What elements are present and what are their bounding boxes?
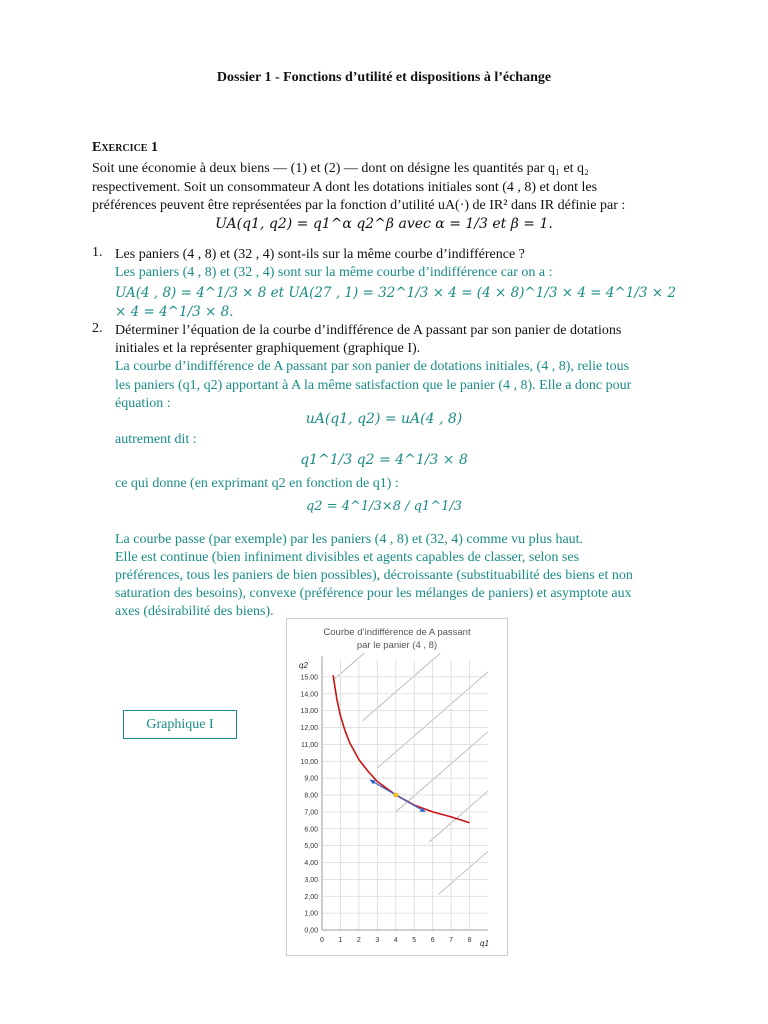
equation-1: uA(q1, q2) = uA(4 , 8): [305, 411, 463, 427]
page-title: Dossier 1 - Fonctions d’utilité et dispositions à l’échange: [216, 70, 552, 85]
chart-frame: [287, 619, 508, 956]
y-tick-label: 12,00: [300, 725, 318, 732]
y-tick-label: 15,00: [300, 674, 318, 682]
x-tick-label: 6: [430, 937, 435, 944]
y-tick-label: 2,00: [304, 893, 318, 901]
y-tick-label: 6,00: [304, 826, 318, 834]
equation-2: q1^1/3 q2 = 4^1/3 × 8: [300, 452, 468, 468]
chart-title-line-2: par le panier (4 , 8): [356, 640, 438, 651]
y-tick-label: 5,00: [304, 843, 318, 851]
y-tick-label: 10,00: [300, 758, 318, 766]
continue-line-3: saturation des besoins), convexe (préférence pour les mélanges de paniers) et asymptote aux: [115, 586, 632, 601]
y-tick-label: 4,00: [304, 860, 318, 867]
x-tick-label: 7: [449, 937, 454, 944]
q1-answer-1: Les paniers (4 , 8) et (32 , 4) sont sur la même courbe d’indifférence car on a :: [115, 265, 553, 280]
ce-qui-donne: ce qui donne (en exprimant q2 en fonction de q1) :: [115, 476, 399, 491]
continue-line-2: préférences, tous les paniers de bien possibles), décroissante (substituabilité des biens et non: [115, 568, 633, 583]
indifference-chart: [286, 618, 508, 956]
x-axis-label: q1: [480, 939, 489, 948]
q2-question-1: Déterminer l’équation de la courbe d’indifférence de A passant par son panier de dotations: [115, 323, 622, 338]
y-tick-label: 9,00: [304, 775, 318, 783]
y-tick-label: 0,00: [304, 927, 318, 935]
y-tick-label: 7,00: [304, 809, 318, 817]
chart-title-line-1: Courbe d’indifférence de A passant: [323, 627, 471, 638]
x-tick-label: 8: [467, 937, 472, 944]
x-tick-label: 5: [412, 937, 417, 944]
x-tick-label: 4: [393, 937, 398, 944]
graph-label-box: Graphique I: [123, 710, 237, 739]
courbe-passe: La courbe passe (par exemple) par les paniers (4 , 8) et (32, 4) comme vu plus haut.: [115, 532, 584, 547]
intro-line-2: respectivement. Soit un consommateur A dont les dotations initiales sont (4 , 8) et dont les: [92, 180, 598, 195]
utility-formula: UA(q1, q2) = q1^α q2^β avec α = 1/3 et β = 1.: [215, 216, 553, 232]
q2-question-2: initiales et la représenter graphiquement (graphique I).: [115, 341, 421, 356]
continue-line-4: axes (désirabilité des biens).: [115, 604, 274, 619]
q2-answer-3: équation :: [115, 396, 171, 411]
q1-question: Les paniers (4 , 8) et (32 , 4) sont-ils sur la même courbe d’indifférence ?: [115, 247, 525, 262]
y-tick-label: 1,00: [304, 910, 318, 918]
y-tick-label: 13,00: [300, 708, 318, 716]
exercise-heading: Exercice 1: [92, 140, 158, 155]
x-tick-label: 3: [375, 937, 380, 944]
autrement-dit: autrement dit :: [115, 432, 197, 447]
continue-line-1: Elle est continue (bien infiniment divisibles et agents capables de classer, selon ses: [115, 550, 580, 565]
intro-line-1: Soit une économie à deux biens — (1) et (2) — dont on désigne les quantités par q₁ et q₂: [92, 161, 589, 176]
y-tick-label: 8,00: [304, 792, 318, 800]
endowment-point: [393, 793, 398, 798]
q1-answer-2: UA(4 , 8) = 4^1/3 × 8 et UA(27 , 1) = 32^1/3 × 4 = (4 × 8)^1/3 × 4 = 4^1/3 × 2 × 4 = 4^1/3 × 8.: [115, 285, 676, 320]
equation-3: q2 = 4^1/3×8 / q1^1/3: [305, 499, 463, 514]
y-tick-label: 11,00: [301, 741, 318, 749]
q1-number: 1.: [92, 245, 103, 260]
intro-line-3: préférences peuvent être représentées par la fonction d’utilité uA(·) de IR² dans IR définie par :: [92, 198, 626, 213]
y-axis-label: q2: [299, 661, 308, 670]
y-tick-label: 14,00: [300, 691, 318, 699]
q2-number: 2.: [92, 321, 103, 336]
x-tick-label: 1: [338, 937, 343, 944]
q2-answer-2: les paniers (q1, q2) apportant à A la même satisfaction que le panier (4 , 8). Elle a donc pour: [115, 378, 632, 393]
x-tick-label: 0: [320, 937, 324, 944]
x-tick-label: 2: [356, 937, 361, 944]
y-tick-label: 3,00: [304, 876, 318, 884]
q2-answer-1: La courbe d’indifférence de A passant par son panier de dotations initiales, (4 , 8), relie tous: [115, 359, 630, 374]
